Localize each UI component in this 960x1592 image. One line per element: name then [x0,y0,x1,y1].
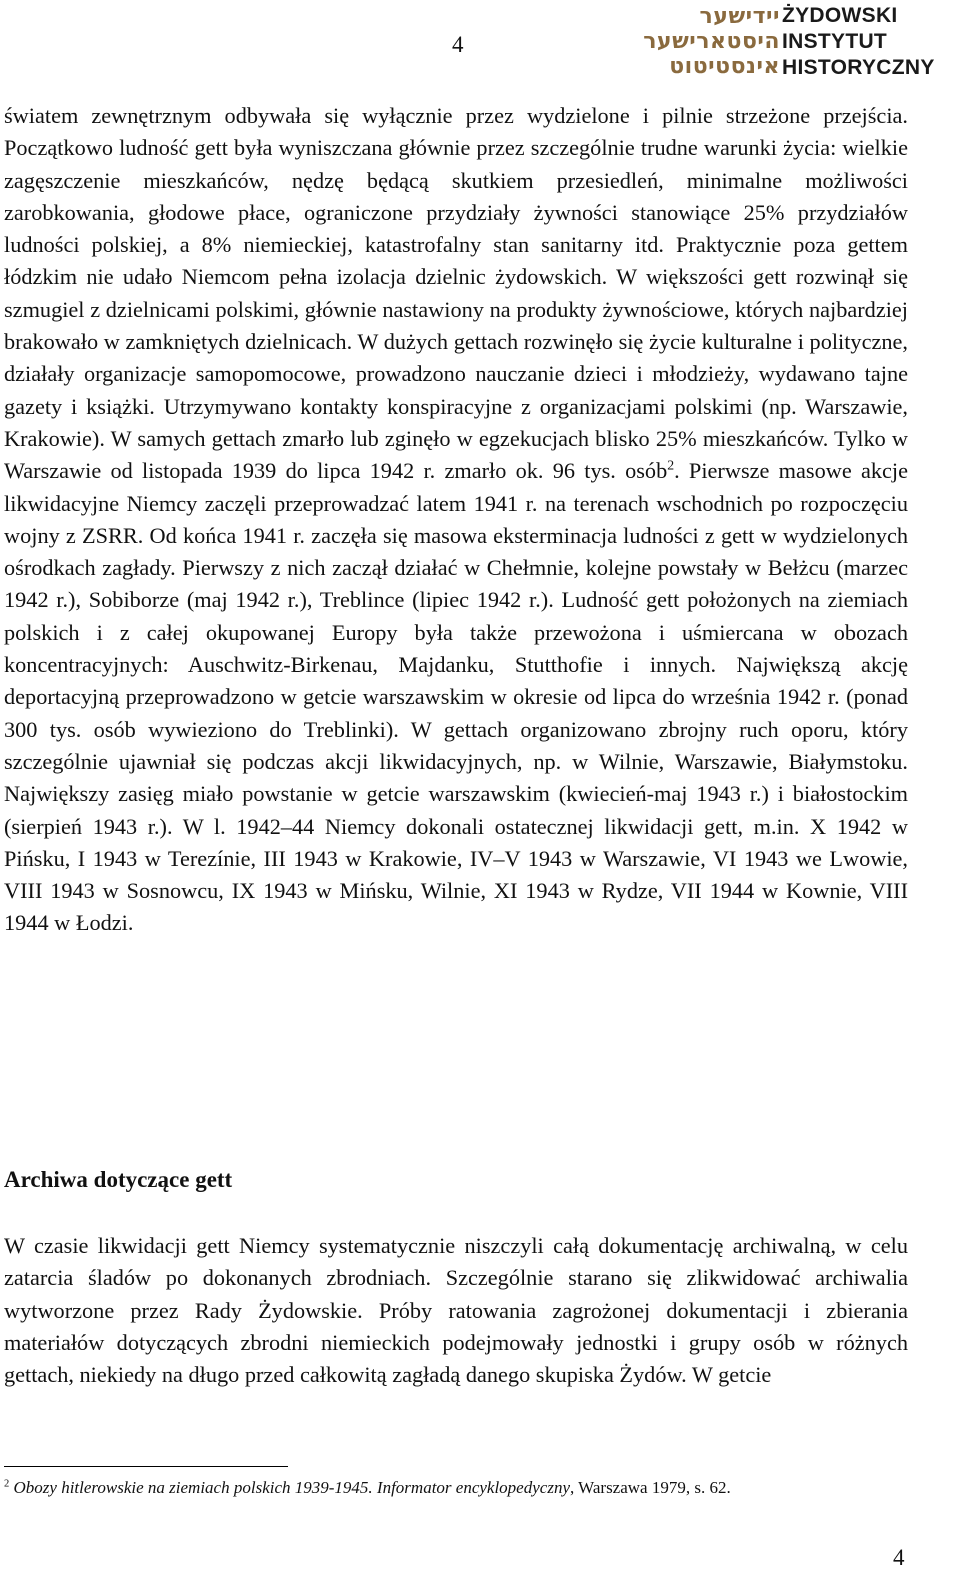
logo-hebrew-line-2: היסטארישער [643,29,780,54]
footnote-citation-details: , Warszawa 1979, s. 62. [569,1478,731,1497]
body-paragraph-1 [4,100,908,940]
logo-hebrew-line-1: יידישער [699,4,780,29]
paragraph-1-text: światem zewnętrznym odbywała się wyłącznie przez wydzielone i pilnie strzeżone przejścia. Początkowo ludność gett była wyniszczana głównie przez szczególnie trudne warunki życia: wielkie zagęszczenie mieszkańców, nędzę będącą skutkiem przesiedleń, minimalne możliwości zarobkowania, głodowe płace, ograniczone przydziały żywności stanowiące 25% przydziałów ludności polskiej, a 8% niemieckiej, katastrofalny stan sanitarny itd. Praktycznie poza gettem łódzkim nie udało Niemcom pełna izolacja dzielnic żydowskich. W większości gett rozwinął się szmugiel z dzielnicami polskimi, głównie nastawiony na produkty żywnościowe, których najbardziej brakowało w zamkniętych dzielnicach. W dużych gettach rozwinęło się życie kulturalne i polityczne, działały organizacje samopomocowe, prowadzono nauczanie dzieci i młodzieży, wydawano tajne gazety i książki. Utrzymywano kontakty konspiracyjne z organizacjami polskimi (np. Warszawie, Krakowie). W samych gettach zmarło lub zginęło w egzekucjach blisko 25% mieszkańców. Tylko w Warszawie od listopada 1939 do lipca 1942 r. zmarło ok. 96 tys. osób [4,103,908,484]
body-paragraph-2: W czasie likwidacji gett Niemcy systematycznie niszczyli całą dokumentację archiwalną, w celu zatarcia śladów po dokonanych zbrodniach. Szczególnie starano się zlikwidować archiwalia wytworzone przez Rady Żydowskie. Próby ratowania zagrożonej dokumentacji i zbierania materiałów dotyczących zbrodni niemieckich podejmowały jednostki i grupy osób w różnych gettach, niekiedy na długo przed całkowitą zagładą danego skupiska Żydów. W getcie [4,1233,908,1388]
footnote-citation-title: Obozy hitlerowskie na ziemiach polskich 1939-1945. Informator encyklopedyczny [13,1478,570,1497]
institute-logo [620,2,960,80]
logo-hebrew-line-3: אינסטיטוט [669,54,780,79]
footnote-number: 2 [4,1478,10,1490]
page-number-top: 4 [452,32,464,57]
footnote-reference: 2 [667,457,675,473]
footnote [4,1478,731,1498]
paragraph-1-continuation: . Pierwsze masowe akcje likwidacyjne Niemcy zaczęli przeprowadzać latem 1941 r. na terenach wschodnich po rozpoczęciu wojny z ZSRR. Od końca 1941 r. zaczęła się masowa eksterminacja ludności z gett w wydzielonych ośrodkach zagłady. Pierwszy z nich zaczął działać w Chełmnie, kolejne powstały w Bełżcu (marzec 1942 r.), Sobiborze (maj 1942 r.), Treblince (lipiec 1942 r.). Ludność gett położonych na ziemiach polskich i z całej okupowanej Europy była także przewożona i uśmiercana w obozach koncentracyjnych: Auschwitz-Birkenau, Majdanku, Stutthofie i innych. Największą akcję deportacyjną przeprowadzono w getcie warszawskim w okresie od lipca do września 1942 r. (ponad 300 tys. osób wywieziono do Treblinki). W gettach organizowano zbrojny ruch oporu, który szczególnie ujawniał się podczas akcji likwidacyjnych, np. w Wilnie, Warszawie, Białymstoku. Największy zasięg miało powstanie w getcie warszawskim (kwiecień-maj 1943 r.) i białostockim (sierpień 1943 r.). W l. 1942–44 Niemcy dokonali ostatecznej likwidacji gett, m.in. X 1942 w Pińsku, I 1943 w Terezínie, III 1943 w Krakowie, IV–V 1943 w Warszawie, VI 1943 we Lwowie, VIII 1943 w Sosnowcu, IX 1943 w Mińsku, Wilnie, XI 1943 w Rydze, VII 1944 w Kownie, VIII 1944 w Łodzi. [4,458,908,936]
section-heading: Archiwa dotyczące gett [4,1167,233,1192]
logo-latin-line-2: INSTYTUT [782,30,888,53]
page-number-bottom: 4 [893,1545,905,1570]
logo-latin-line-1: ŻYDOWSKI [782,4,898,27]
logo-latin-line-3: HISTORYCZNY [782,56,935,79]
footnote-divider [4,1466,288,1467]
